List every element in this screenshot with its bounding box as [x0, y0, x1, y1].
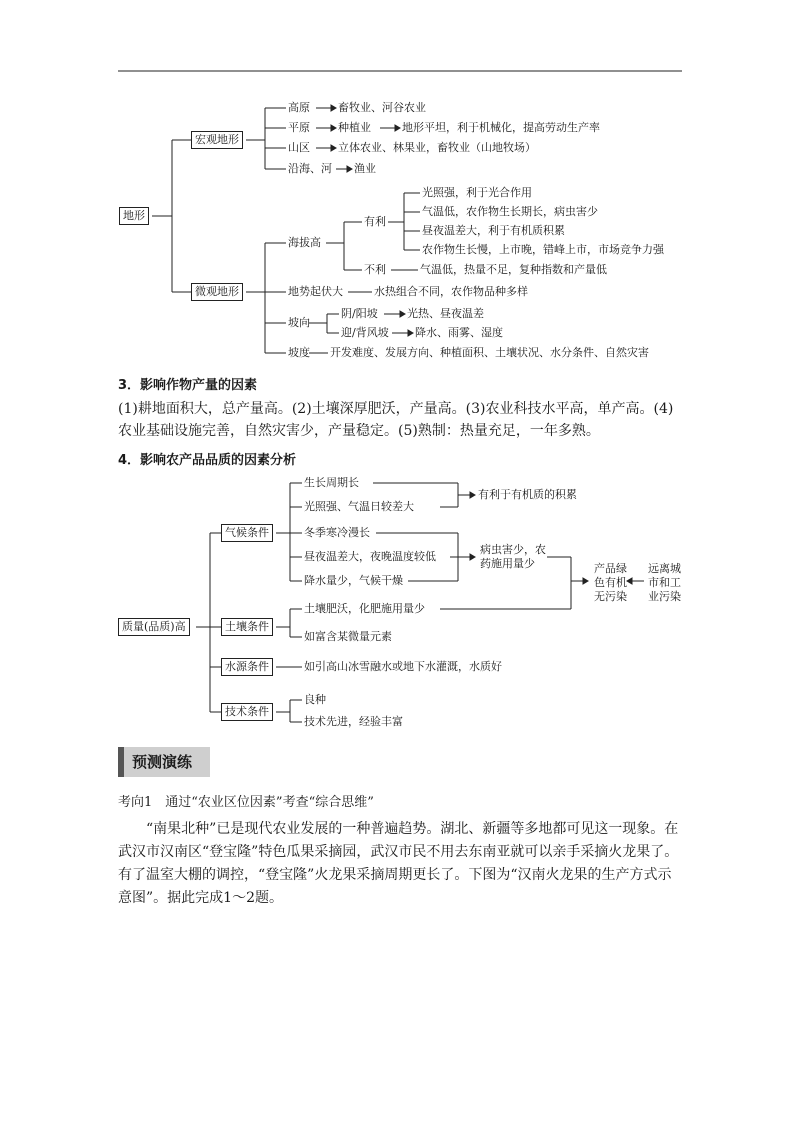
terrain-root-box: [119, 207, 149, 225]
climate-item-1: 生长周期长: [304, 476, 359, 489]
tech-item-1: 良种: [304, 693, 326, 706]
slope-label: 坡度: [288, 346, 310, 359]
quality-root-label: 质量(品质)高: [122, 620, 186, 633]
quality-root-box: [118, 618, 190, 636]
favorable-label: 有利: [364, 215, 386, 228]
green-line-2: 色有机: [594, 576, 627, 589]
macro-terrain-box: [191, 131, 243, 149]
favorable-item-4: 农作物生长慢，上市晚，错峰上市，市场竞争力强: [422, 243, 664, 256]
micro-terrain-label: 微观地形: [195, 285, 239, 298]
soil-box: [221, 618, 273, 636]
plateau-result: 畜牧业、河谷农业: [338, 101, 426, 114]
plateau-label: 高原: [288, 101, 310, 114]
micro-terrain-box: [191, 283, 243, 301]
water-box: [221, 658, 273, 676]
relief-label: 地势起伏大: [288, 285, 343, 298]
terrain-root-label: 地形: [123, 209, 145, 222]
favorable-item-3: 昼夜温差大，利于有机质积累: [422, 224, 565, 237]
aspect-wind-result: 降水、雨雾、湿度: [415, 326, 503, 339]
tech-label: 技术条件: [225, 705, 269, 718]
altitude-label: 海拔高: [288, 236, 321, 249]
climate-item-3: 冬季寒冷漫长: [304, 526, 370, 539]
macro-terrain-label: 宏观地形: [195, 133, 239, 146]
tech-item-2: 技术先进，经验丰富: [304, 715, 403, 728]
soil-item-1: 土壤肥沃，化肥施用量少: [304, 602, 425, 615]
green-line-3: 无污染: [594, 590, 627, 603]
water-item: 如引高山冰雪融水或地下水灌溉，水质好: [304, 660, 502, 673]
far-line-3: 业污染: [648, 590, 681, 603]
unfavorable-item: 气温低，热量不足，复种指数和产量低: [420, 263, 607, 276]
climate-item-4: 昼夜温差大，夜晚温度较低: [304, 550, 436, 563]
mountain-result: 立体农业、林果业，畜牧业（山地牧场）: [338, 141, 536, 154]
pests-line-1: 病虫害少，农: [480, 543, 546, 556]
practice-paragraph: “南果北种”已是现代农业发展的一种普遍趋势。湖北、新疆等多地都可见这一现象。在武汉市汉南区“登宝隆”特色瓜果采摘园，武汉市民不用去东南亚就可以亲手采摘火龙果了。有了温室大棚的调控，“登宝隆”火龙果采摘周期更长了。下图为“汉南火龙果的生产方式示意图”。据此完成1～2题。: [118, 821, 679, 906]
mountain-label: 山区: [288, 141, 310, 154]
tech-box: [221, 703, 273, 721]
aspect-shade-label: 阴/阳坡: [341, 307, 378, 320]
favorable-item-2: 气温低，农作物生长期长，病虫害少: [422, 205, 598, 218]
practice-direction: 考向1 通过“农业区位因素”考查“综合思维”: [118, 795, 374, 810]
coast-label: 沿海、河: [288, 162, 332, 175]
plain-label: 平原: [288, 121, 310, 134]
climate-label: 气候条件: [225, 526, 269, 539]
aspect-shade-result: 光热、昼夜温差: [407, 307, 484, 320]
favorable-item-1: 光照强，利于光合作用: [422, 186, 532, 199]
far-line-2: 市和工: [648, 576, 681, 589]
soil-item-2: 如富含某微量元素: [304, 630, 392, 643]
organic-result: 有利于有机质的积累: [478, 488, 577, 501]
section-4-title: 4．影响农产品品质的因素分析: [118, 453, 297, 468]
coast-result: 渔业: [354, 162, 376, 175]
water-label: 水源条件: [225, 660, 269, 673]
far-line-1: 远离城: [648, 562, 681, 575]
pests-line-2: 药施用量少: [480, 557, 535, 570]
relief-item: 水热组合不同，农作物品种多样: [374, 285, 528, 298]
plain-reason: 地形平坦，利于机械化，提高劳动生产率: [402, 121, 600, 134]
climate-item-5: 降水量少，气候干燥: [304, 574, 403, 587]
section-3-body: (1)耕地面积大，总产量高。(2)土壤深厚肥沃，产量高。(3)农业科技水平高，单产高。(4)农业基础设施完善，自然灾害少，产量稳定。(5)熟制：热量充足，一年多熟。: [118, 401, 674, 439]
climate-box: [221, 524, 273, 542]
aspect-label: 坡向: [288, 316, 310, 329]
climate-item-2: 光照强、气温日较差大: [304, 500, 414, 513]
green-line-1: 产品绿: [594, 562, 627, 575]
practice-banner-accent: [118, 747, 124, 777]
slope-item: 开发难度、发展方向、种植面积、土壤状况、水分条件、自然灾害: [330, 346, 649, 359]
plain-result: 种植业: [338, 121, 371, 134]
section-3-title: 3．影响作物产量的因素: [118, 378, 258, 393]
soil-label: 土壤条件: [225, 620, 269, 633]
unfavorable-label: 不利: [364, 263, 386, 276]
practice-banner-title: 预测演练: [132, 753, 193, 771]
aspect-wind-label: 迎/背风坡: [341, 326, 389, 339]
